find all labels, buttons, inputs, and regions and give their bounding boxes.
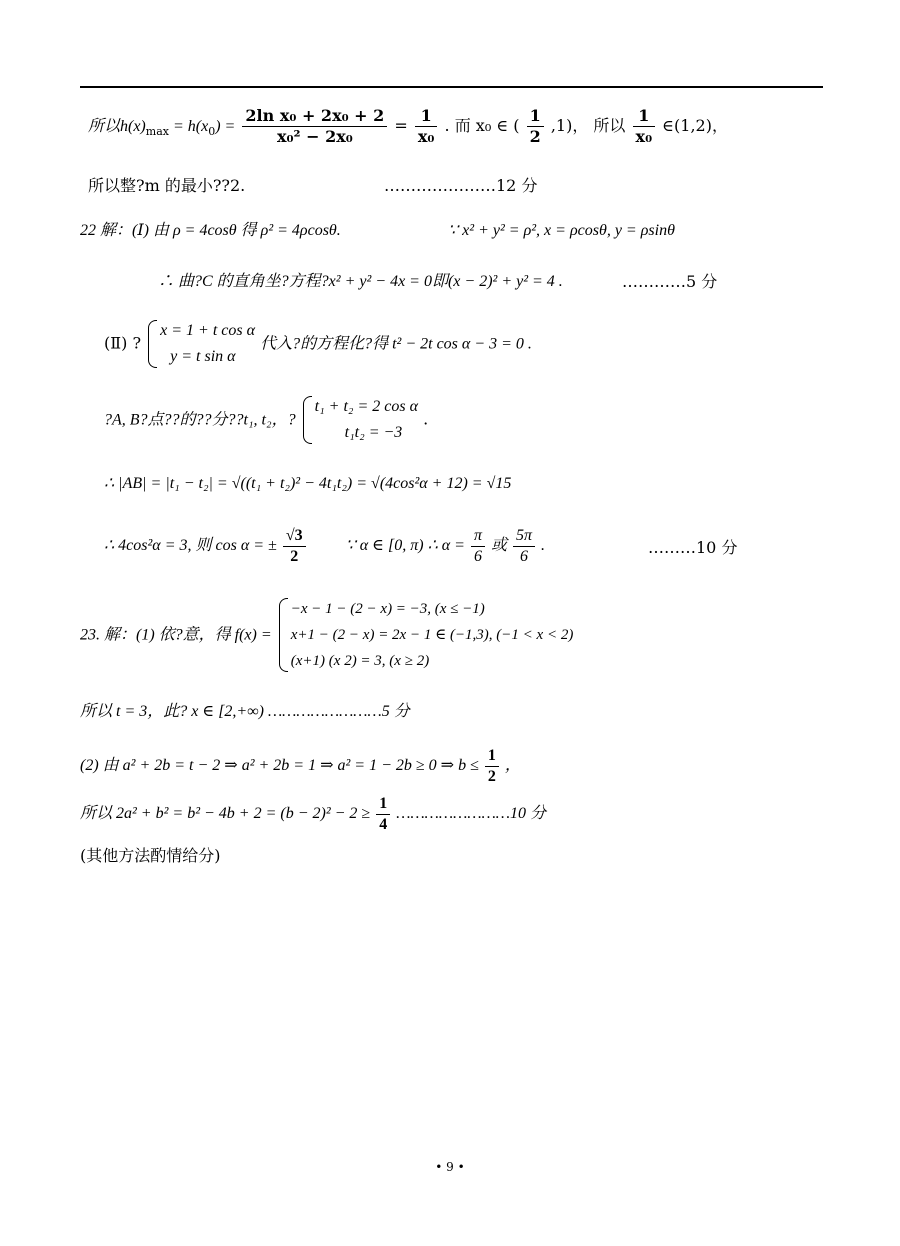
- line-ab-length: [104, 474, 511, 494]
- case-row: y = t sin α: [170, 348, 236, 365]
- line-alpha-solution: [104, 526, 545, 567]
- case-brace: [277, 596, 574, 674]
- text: (Ⅱ) ?: [104, 333, 142, 353]
- denominator: 6: [520, 548, 528, 565]
- text: 所以 2a² + b² = b² − 4b + 2 = (b − 2)² − 2 ≥: [80, 805, 371, 823]
- text: 所以 t = 3，此? x ∈ [2,+∞) ……………………5 分: [80, 703, 410, 720]
- numerator: 1: [633, 106, 656, 127]
- score-5a: [622, 272, 717, 292]
- line-min-m: [88, 176, 245, 196]
- text: = h(x: [168, 118, 209, 135]
- text: (2) 由 a² + 2b = t − 2 ⇒ a² + 2b = 1 ⇒ a² = 1 − 2b ≥ 0 ⇒ b ≤: [80, 757, 479, 775]
- line-hx-max: [88, 106, 728, 147]
- page-number: • 9 •: [435, 1160, 465, 1174]
- fraction: [283, 526, 306, 567]
- score-12: [384, 176, 537, 196]
- text: ∵ x² + y² = ρ², x = ρcosθ, y = ρsinθ: [448, 222, 675, 239]
- fraction: [633, 106, 656, 147]
- line-parameters: [104, 394, 428, 446]
- fraction: [513, 526, 535, 567]
- case-row: x+1 − (2 − x) = 2x − 1 ∈ (−1,3), (−1 < x < 2): [290, 627, 574, 643]
- numerator: 1: [527, 106, 544, 127]
- text: .: [541, 537, 546, 555]
- text: 22 解：(Ⅰ) 由 ρ = 4cosθ 得 ρ² = 4ρcosθ.: [80, 222, 341, 239]
- line-part2-min: [80, 794, 546, 835]
- text: 0: [208, 125, 216, 139]
- line-23-piecewise: [80, 596, 573, 674]
- text: 所以h(x): [88, 118, 146, 135]
- fraction: [415, 106, 438, 147]
- case-row: −x − 1 − (2 − x) = −3, (x ≤ −1): [290, 601, 485, 617]
- text: ∈(1,2)，: [662, 116, 728, 135]
- fraction: [527, 106, 544, 147]
- text: 23. 解：(1) 依?意，得 f(x) =: [80, 626, 272, 644]
- numerator: π: [471, 526, 485, 547]
- case-row: t₁ + t₂ = 2 cos α: [314, 398, 419, 415]
- numerator: 1: [376, 794, 390, 815]
- score-10a: [648, 538, 737, 558]
- case-brace: [301, 394, 418, 446]
- text: ∴ 曲?C 的直角坐?方程?x² + y² − 4x = 0即(x − 2)² + y² = 4 .: [158, 273, 563, 290]
- denominator: x₀: [635, 127, 653, 146]
- line-22-intro: [80, 221, 341, 241]
- text: ∴ |AB| = |t₁ − t₂| = √((t₁ + t₂)² − 4t₁t₂) = √(4cos²α + 12) = √15: [104, 475, 512, 492]
- numerator: 5π: [513, 526, 535, 547]
- fraction: [471, 526, 485, 567]
- numerator: 1: [485, 746, 499, 767]
- text: 或: [490, 537, 507, 555]
- text: ∵ α ∈ [0, π) ∴ α =: [345, 537, 465, 555]
- case-row: x = 1 + t cos α: [160, 322, 255, 339]
- line-part2-derivation: [80, 746, 521, 787]
- case-row: (x+1) (x 2) = 3, (x ≥ 2): [290, 653, 430, 669]
- fraction: [376, 794, 390, 835]
- line-22-since: [448, 221, 675, 241]
- text: ) =: [215, 118, 236, 135]
- text: .: [423, 409, 429, 429]
- fraction: [242, 106, 387, 147]
- text: 代入?的方程化?得 t² − 2t cos α − 3 = 0 .: [260, 335, 532, 353]
- text: …………5 分: [622, 272, 718, 291]
- text: …………………12 分: [384, 176, 538, 195]
- numerator: 2ln x₀ + 2x₀ + 2: [242, 106, 387, 127]
- line-substitution: [104, 318, 532, 370]
- text: ,1)， 所以: [550, 116, 626, 135]
- numerator: √3: [283, 526, 306, 547]
- denominator: x₀: [417, 127, 435, 146]
- text: . 而 x₀ ∈ (: [444, 116, 520, 135]
- text: 所以整?m 的最小??2.: [88, 176, 246, 195]
- numerator: 1: [415, 106, 438, 127]
- header-rule: [80, 86, 823, 88]
- denominator: 4: [379, 816, 388, 833]
- text: (其他方法酌情给分): [80, 846, 221, 865]
- denominator: 2: [290, 548, 299, 565]
- text: ∴ 4cos²α = 3, 则 cos α = ±: [104, 537, 277, 555]
- line-t-value: [80, 702, 410, 722]
- line-curve-equation: [158, 272, 563, 292]
- text: ?A, B?点??的??分??t₁, t₂，?: [104, 411, 296, 429]
- case-row: t₁t₂ = −3: [344, 424, 403, 441]
- denominator: 2: [529, 127, 541, 146]
- line-other-methods: [80, 846, 221, 866]
- denominator: 6: [473, 548, 482, 565]
- text: ，: [504, 757, 521, 775]
- case-brace: [146, 318, 255, 370]
- fraction: [485, 746, 499, 787]
- text: ……………………10 分: [396, 805, 547, 823]
- text: ………10 分: [648, 538, 738, 557]
- text: max: [145, 125, 169, 139]
- denominator: x₀² − 2x₀: [276, 127, 353, 146]
- denominator: 2: [487, 768, 496, 785]
- text: =: [394, 116, 408, 135]
